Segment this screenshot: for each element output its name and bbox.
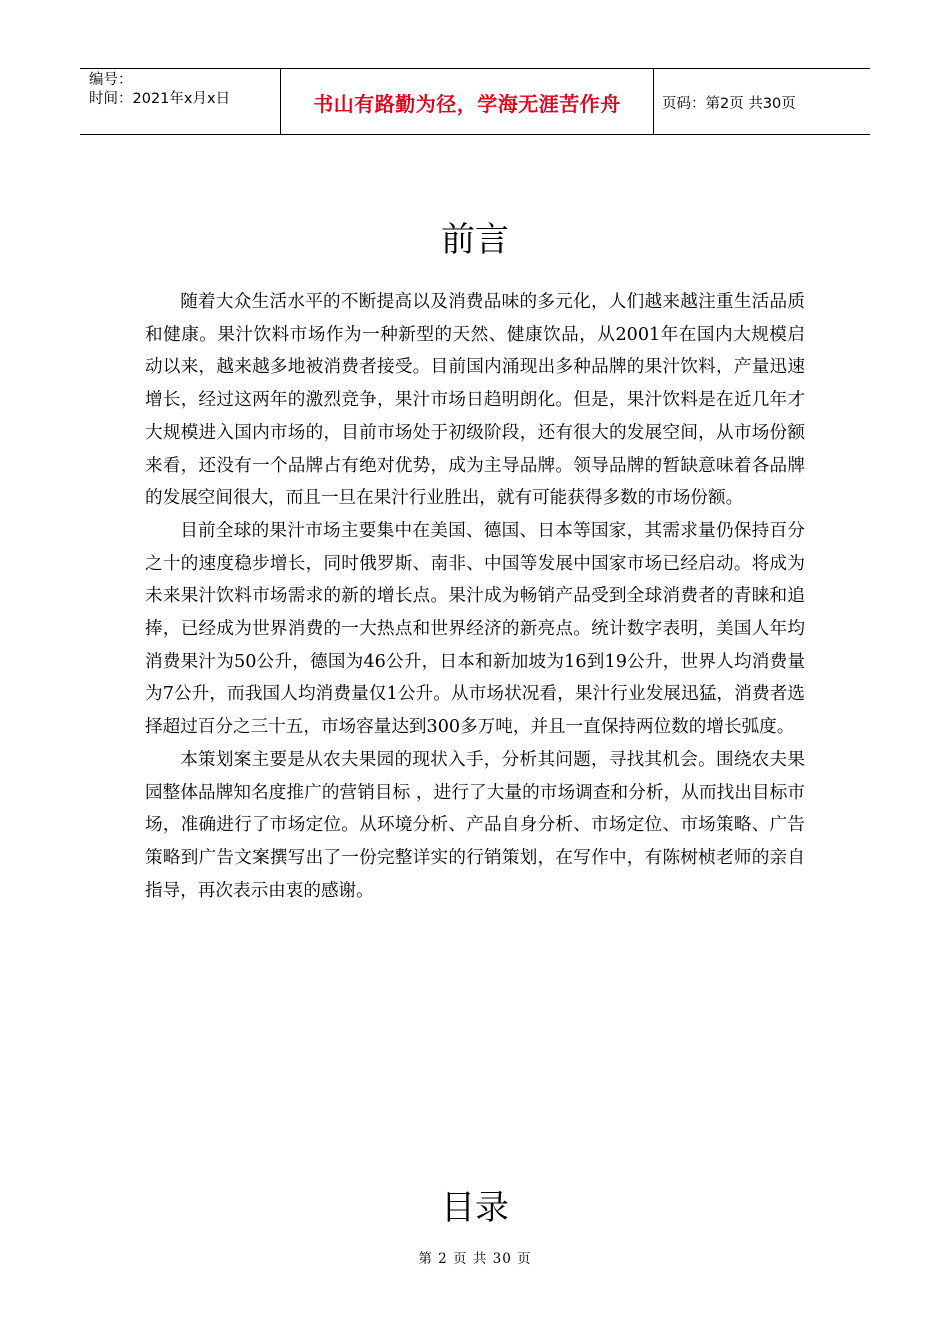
header-meta-cell <box>80 69 281 134</box>
number-label: 编号： <box>89 72 133 88</box>
header-page-info: 页码：第2页 共30页 <box>662 96 796 112</box>
preface-paragraph-3: 本策划案主要是从农夫果园的现状入手，分析其问题，寻找其机会。围绕农夫果园整体品牌知名度推广的营销目标 ，进行了大量的市场调查和分析，从而找出目标市场，准确进行了市场定位。从环境分析、产品自身分析、市场定位、市场策略、广告策略到广告文案撰写出了一份完整详实的行销策划，在写作中，有陈树桢老师的亲自指导，再次表示由衷的感谢。 <box>145 749 805 901</box>
preface-paragraph-2: 目前全球的果汁市场主要集中在美国、德国、日本等国家，其需求量仍保持百分之十的速度稳步增长，同时俄罗斯、南非、中国等发展中国家市场已经启动。将成为未来果汁饮料市场需求的新的增长点。果汁成为畅销产品受到全球消费者的青睐和追捧，已经成为世界消费的一大热点和世界经济的新亮点。统计数字表明，美国人年均消费果汁为50公升，德国为46公升，日本和新加坡为16到19公升，世界人均消费量为7公升，而我国人均消费量仅1公升。从市场状况看，果汁行业发展迅猛，消费者选择超过百分之三十五，市场容量达到300多万吨，并且一直保持两位数的增长弧度。 <box>145 520 805 738</box>
preface-paragraph-1: 随着大众生活水平的不断提高以及消费品味的多元化，人们越来越注重生活品质和健康。果汁饮料市场作为一种新型的天然、健康饮品，从2001年在国内大规模启动以来，越来越多地被消费者接受。目前国内涌现出多种品牌的果汁饮料，产量迅速增长，经过这两年的激烈竞争，果汁市场日趋明朗化。但是，果汁饮料是在近几年才大规模进入国内市场的，目前市场处于初级阶段，还有很大的发展空间，从市场份额来看，还没有一个品牌占有绝对优势，成为主导品牌。领导品牌的暂缺意味着各品牌的发展空间很大，而且一旦在果汁行业胜出，就有可能获得多数的市场份额。 <box>145 292 805 509</box>
header-motto: 书山有路勤为径，学海无涯苦作舟 <box>281 69 654 134</box>
document-header <box>80 68 870 135</box>
toc-title: 目录 <box>441 1188 509 1228</box>
time-label: 时间：2021年x月x日 <box>89 91 231 107</box>
preface-title: 前言 <box>441 220 509 260</box>
page-footer: 第 2 页 共 30 页 <box>418 1251 532 1267</box>
preface-body <box>145 286 805 907</box>
